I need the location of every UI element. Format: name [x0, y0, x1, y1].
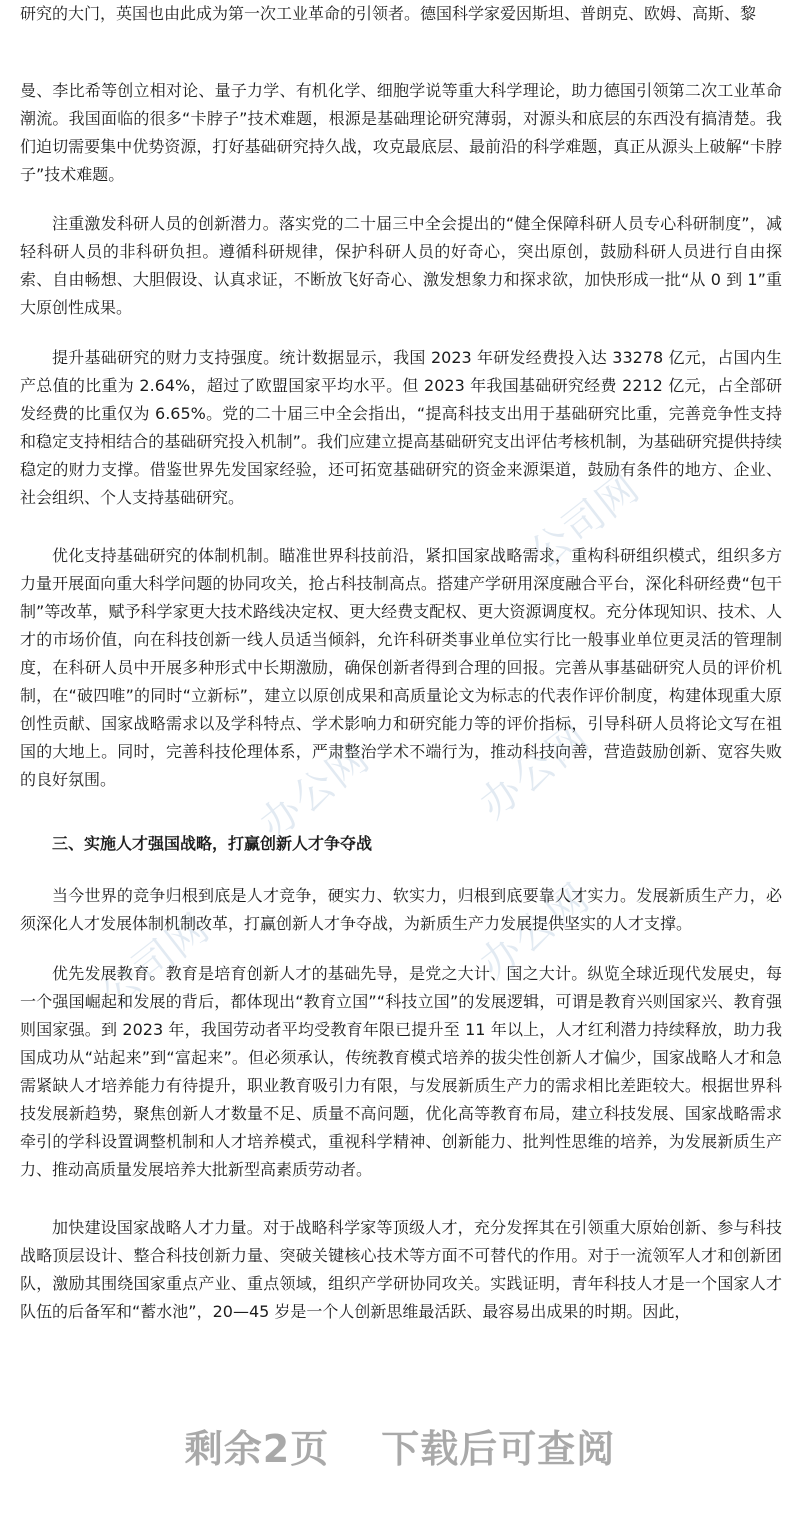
remaining-pages-text: 剩余2页 — [184, 1427, 330, 1471]
section-heading: 三、实施人才强国战略，打赢创新人才争夺战 — [52, 834, 373, 853]
paragraph: 加快建设国家战略人才力量。对于战略科学家等顶级人才，充分发挥其在引领重大原始创新、参与科技战略顶层设计、整合科技创新力量、突破关键核心技术等方面不可替代的作用。对于一流领军人才和创新团队，激励其围绕国家重点产业、重点领域，组织产学研协同攻关。实践证明，青年科技人才是一个国家人才队伍的后备军和“蓄水池”，20—45 岁是一个人创新思维最活跃、最容易出成果的时期。因此， — [20, 1218, 782, 1321]
download-prompt-banner[interactable] — [0, 1418, 800, 1473]
download-to-read-text: 下载后可查阅 — [381, 1427, 616, 1471]
paragraph-continuation: 研究的大门，英国也由此成为第一次工业革命的引领者。德国科学家爱因斯坦、普朗克、欧姆、高斯、黎 — [20, 4, 757, 23]
paragraph: 优先发展教育。教育是培育创新人才的基础先导，是党之大计、国之大计。纵览全球近现代发展史，每一个强国崛起和发展的背后，都体现出“教育立国”“科技立国”的发展逻辑，可谓是教育兴则国家兴、教育强则国家强。到 2023 年，我国劳动者平均受教育年限已提升至 11 年以上，人才红利潜力持续释放，助力我国成功从“站起来”到“富起来”。但必须承认，传统教育模式培养的拔尖性创新人才偏少，国家战略人才和急需紧缺人才培养能力有待提升，职业教育吸引力有限，与发展新质生产力的需求相比差距较大。根据世界科技发展新趋势，聚焦创新人才数量不足、质量不高问题，优化高等教育布局，建立科技发展、国家战略需求牵引的学科设置调整机制和人才培养模式，重视科学精神、创新能力、批判性思维的培养，为发展新质生产力、推动高质量发展培养大批新型高素质劳动者。 — [20, 964, 782, 1179]
paragraph: 提升基础研究的财力支持强度。统计数据显示，我国 2023 年研发经费投入达 33278 亿元，占国内生产总值的比重为 2.64%，超过了欧盟国家平均水平。但 2023 年我国基础研究经费 2212 亿元，占全部研发经费的比重仅为 6.65%。党的二十届三中全会指出，“提高科技支出用于基础研究比重，完善竞争性支持和稳定支持相结合的基础研究投入机制”。我们应建立提高基础研究支出评估考核机制，为基础研究提供持续稳定的财力支撑。借鉴世界先发国家经验，还可拓宽基础研究的资金来源渠道，鼓励有条件的地方、企业、社会组织、个人支持基础研究。 — [20, 348, 782, 507]
paragraph: 优化支持基础研究的体制机制。瞄准世界科技前沿，紧扣国家战略需求，重构科研组织模式，组织多方力量开展面向重大科学问题的协同攻关，抢占科技制高点。搭建产学研用深度融合平台，深化科研经费“包干制”等改革，赋予科学家更大技术路线决定权、更大经费支配权、更大资源调度权。充分体现知识、技术、人才的市场价值，向在科技创新一线人员适当倾斜，允许科研类事业单位实行比一般事业单位更灵活的管理制度，在科研人员中开展多种形式中长期激励，确保创新者得到合理的回报。完善从事基础研究人员的评价机制，在“破四唯”的同时“立新标”，建立以原创成果和高质量论文为标志的代表作评价制度，构建体现重大原创性贡献、国家战略需求以及学科特点、学术影响力和研究能力等的评价指标，引导科研人员将论文写在祖国的大地上。同时，完善科技伦理体系，严肃整治学术不端行为，推动科技向善，营造鼓励创新、宽容失败的良好氛围。 — [20, 546, 782, 789]
watermark-layer: 公司网 办公网 公司网 办公网 办公网 — [91, 464, 649, 1019]
paragraph: 曼、李比希等创立相对论、量子力学、有机化学、细胞学说等重大科学理论，助力德国引领第二次工业革命潮流。我国面临的很多“卡脖子”技术难题，根源是基础理论研究薄弱，对源头和底层的东西没有搞清楚。我们迫切需要集中优势资源，打好基础研究持久战，攻克最底层、最前沿的科学难题，真正从源头上破解“卡脖子”技术难题。 — [20, 81, 782, 184]
paragraph: 注重激发科研人员的创新潜力。落实党的二十届三中全会提出的“健全保障科研人员专心科研制度”，减轻科研人员的非科研负担。遵循科研规律，保护科研人员的好奇心，突出原创，鼓励科研人员进行自由探索、自由畅想、大胆假设、认真求证，不断放飞好奇心、激发想象力和探求欲，加快形成一批“从 0 到 1”重大原创性成果。 — [20, 214, 782, 317]
paragraph: 当今世界的竞争归根到底是人才竞争，硬实力、软实力，归根到底要靠人才实力。发展新质生产力，必须深化人才发展体制机制改革，打赢创新人才争夺战，为新质生产力发展提供坚实的人才支撑。 — [20, 886, 782, 933]
